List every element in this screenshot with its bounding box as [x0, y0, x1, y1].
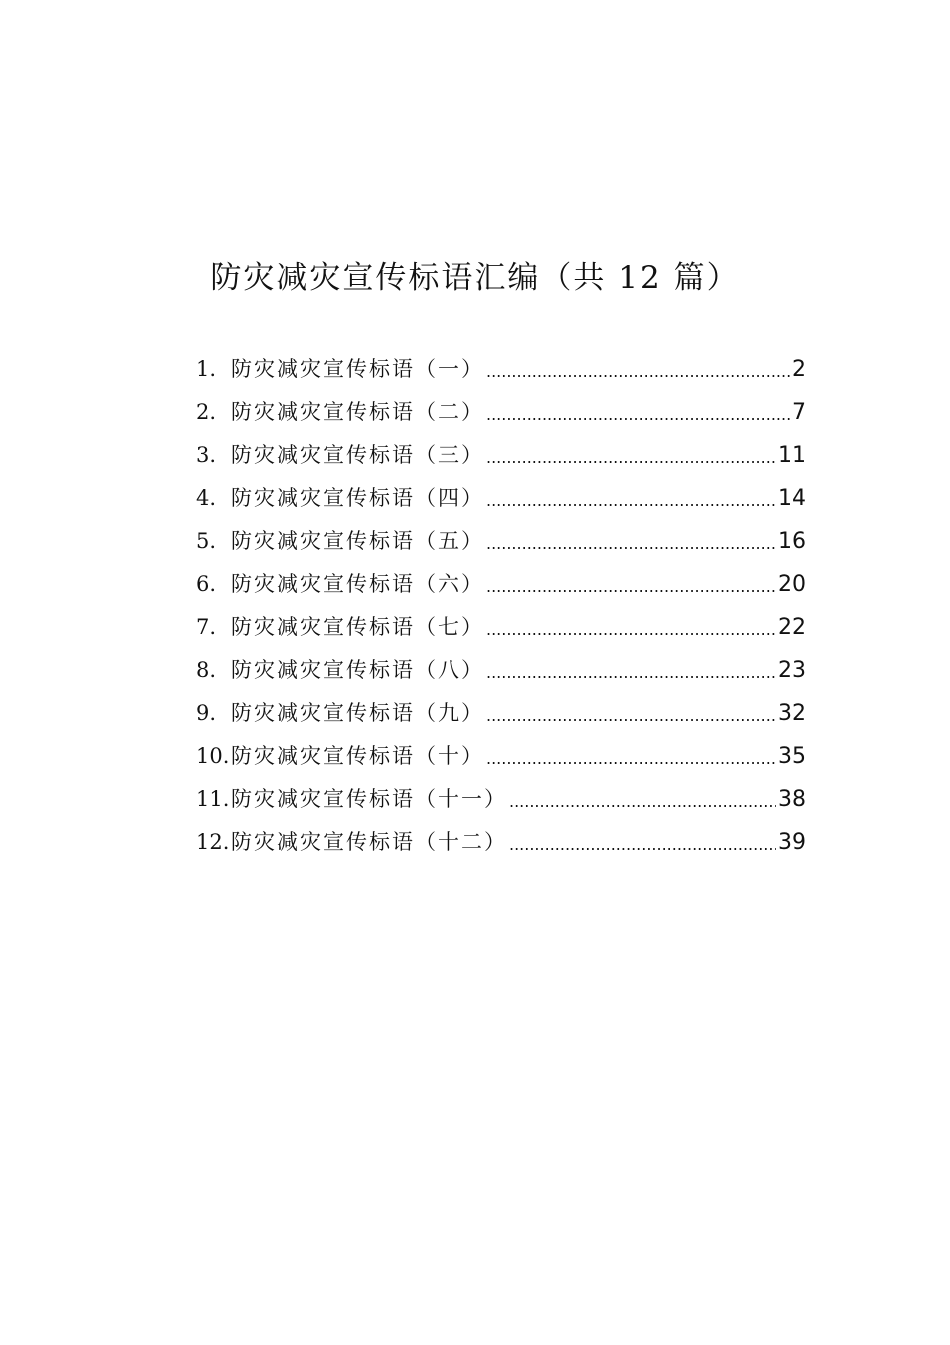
toc-entry-number: 2. [196, 400, 217, 424]
table-of-contents [196, 348, 806, 864]
toc-entry-title: 防灾减灾宣传标语（十一） [231, 787, 507, 811]
toc-dot-leader [486, 396, 790, 434]
toc-entry-number: 7. [196, 615, 217, 639]
toc-entry[interactable] [196, 391, 806, 434]
toc-entry-number: 6. [196, 572, 217, 596]
toc-entry-page: 7 [792, 400, 806, 425]
toc-dot-leader [486, 353, 790, 391]
toc-entry-title: 防灾减灾宣传标语（九） [231, 701, 484, 725]
toc-entry-title: 防灾减灾宣传标语（八） [231, 658, 484, 682]
toc-entry-page: 20 [778, 572, 806, 597]
toc-entry-number: 3. [196, 443, 217, 467]
toc-dot-leader [486, 611, 776, 649]
toc-entry-number: 1. [196, 357, 217, 381]
toc-entry-title: 防灾减灾宣传标语（十二） [231, 830, 507, 854]
toc-entry-title: 防灾减灾宣传标语（十） [231, 744, 484, 768]
toc-entry-title: 防灾减灾宣传标语（五） [231, 529, 484, 553]
document-title: 防灾减灾宣传标语汇编（共 12 篇） [210, 260, 740, 296]
toc-entry[interactable] [196, 821, 806, 864]
toc-entry-number: 12. [196, 830, 230, 854]
toc-entry-page: 16 [778, 529, 806, 554]
toc-entry-title: 防灾减灾宣传标语（三） [231, 443, 484, 467]
toc-dot-leader [486, 525, 776, 563]
toc-dot-leader [486, 740, 776, 778]
toc-dot-leader [486, 654, 776, 692]
toc-entry[interactable] [196, 606, 806, 649]
toc-entry-number: 5. [196, 529, 217, 553]
toc-entry[interactable] [196, 649, 806, 692]
toc-entry-page: 35 [778, 744, 806, 769]
toc-entry-page: 38 [778, 787, 806, 812]
toc-dot-leader [509, 826, 776, 864]
toc-dot-leader [509, 783, 776, 821]
toc-entry-number: 9. [196, 701, 217, 725]
toc-dot-leader [486, 439, 776, 477]
toc-entry[interactable] [196, 434, 806, 477]
toc-entry-title: 防灾减灾宣传标语（二） [231, 400, 484, 424]
toc-entry-title: 防灾减灾宣传标语（四） [231, 486, 484, 510]
toc-entry-page: 22 [778, 615, 806, 640]
toc-dot-leader [486, 697, 776, 735]
toc-entry[interactable] [196, 735, 806, 778]
toc-entry[interactable] [196, 778, 806, 821]
toc-entry-number: 11. [196, 787, 230, 811]
toc-dot-leader [486, 482, 776, 520]
toc-entry-number: 4. [196, 486, 217, 510]
toc-entry[interactable] [196, 348, 806, 391]
toc-entry-page: 39 [778, 830, 806, 855]
toc-entry-page: 2 [792, 357, 806, 382]
toc-entry-title: 防灾减灾宣传标语（一） [231, 357, 484, 381]
toc-entry-number: 10. [196, 744, 230, 768]
toc-entry-title: 防灾减灾宣传标语（七） [231, 615, 484, 639]
toc-entry-page: 11 [778, 443, 806, 468]
toc-entry[interactable] [196, 520, 806, 563]
toc-entry[interactable] [196, 477, 806, 520]
toc-dot-leader [486, 568, 776, 606]
toc-entry-title: 防灾减灾宣传标语（六） [231, 572, 484, 596]
toc-entry-page: 23 [778, 658, 806, 683]
toc-entry[interactable] [196, 563, 806, 606]
toc-entry-number: 8. [196, 658, 217, 682]
toc-entry-page: 14 [778, 486, 806, 511]
toc-entry-page: 32 [778, 701, 806, 726]
toc-entry[interactable] [196, 692, 806, 735]
